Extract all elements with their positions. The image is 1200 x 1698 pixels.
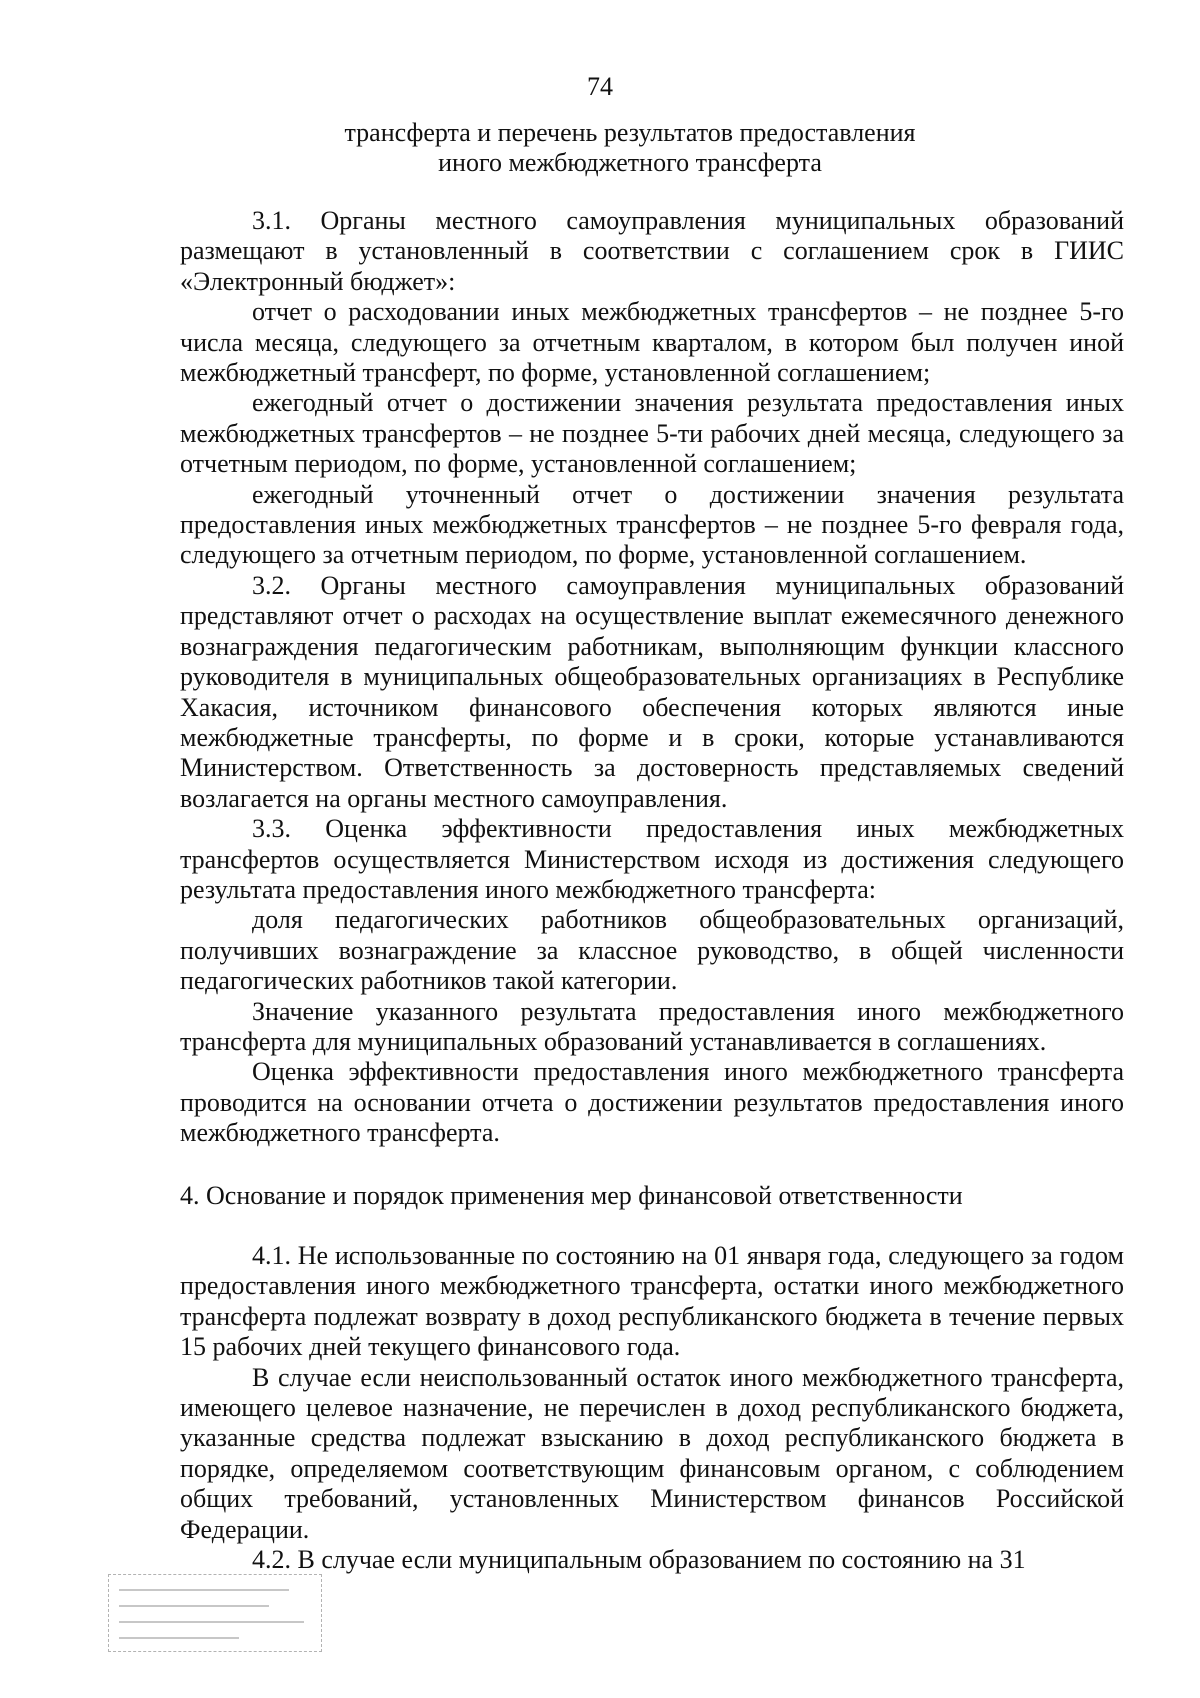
continued-heading [180,118,1080,178]
paragraph-3-2: 3.2. Органы местного самоуправления муниципальных образований представляют отчет о расходах на осуществление выплат ежемесячного денежного вознаграждения педагогическим работникам, выполняющим функции классного руководителя в муниципальных общеобразовательных организациях в Республике Хакасия, источником финансового обеспечения которых являются иные межбюджетные трансферты, по форме и в сроки, которые устанавливаются Министерством. Ответственность за достоверность представляемых сведений возлагается на органы местного самоуправления. [180,570,1124,813]
paragraph-3-3: 3.3. Оценка эффективности предоставления иных межбюджетных трансфертов осуществляется Министерством исходя из достижения следующего результата предоставления иного межбюджетного трансферта: [180,814,1124,904]
paragraph-result-value: Значение указанного результата предоставления иного межбюджетного трансферта для муниципальных образований устанавливается в соглашениях. [180,996,1124,1056]
paragraph-4-2: 4.2. В случае если муниципальным образованием по состоянию на 31 [252,1545,1026,1575]
page-number: 74 [587,72,613,101]
paragraph-unused-balance: В случае если неиспользованный остаток иного межбюджетного трансферта, имеющего целевое назначение, не перечислен в доход республиканского бюджета, указанные средства подлежат взысканию в доход республиканского бюджета в порядке, определяемом соответствующим финансовым органом, с соблюдением общих требований, установленных Министерством финансов Российской Федерации. [180,1362,1124,1544]
paragraph-3-1: 3.1. Органы местного самоуправления муниципальных образований размещают в установленный в соответствии с соглашением срок в ГИИС «Электронный бюджет»: [180,206,1124,296]
document-body [180,206,1124,1575]
paragraph-4-1: 4.1. Не использованные по состоянию на 01 января года, следующего за годом предоставления иного межбюджетного трансферта, остатки иного межбюджетного трансферта подлежат возврату в доход республиканского бюджета в течение первых 15 рабочих дней текущего финансового года. [180,1241,1124,1362]
paragraph-annual-updated-report: ежегодный уточненный отчет о достижении значения результата предоставления иных межбюджетных трансфертов – не позднее 5-го февраля года, следующего за отчетным периодом, по форме, установленной соглашением. [180,479,1124,570]
paragraph-annual-report: ежегодный отчет о достижении значения результата предоставления иных межбюджетных трансфертов – не позднее 5-ти рабочих дней месяца, следующего за отчетным периодом, по форме, установленной соглашением; [180,388,1124,479]
paragraph-result-indicator: доля педагогических работников общеобразовательных организаций, получивших вознаграждение за классное руководство, в общей численности педагогических работников такой категории. [180,905,1124,996]
paragraph-efficiency-assessment: Оценка эффективности предоставления иного межбюджетного трансферта проводится на основании отчета о достижении результатов предоставления иного межбюджетного трансферта. [180,1057,1124,1148]
paragraph-expense-report: отчет о расходовании иных межбюджетных трансфертов – не позднее 5-го числа месяца, следующего за отчетным кварталом, в котором был получен иной межбюджетный трансферт, по форме, установленной соглашением; [180,297,1124,388]
section-4-title: 4. Основание и порядок применения мер финансовой ответственности [180,1180,963,1210]
heading-line-2: иного межбюджетного трансферта [438,148,822,177]
faded-stamp [108,1574,322,1652]
heading-line-1: трансферта и перечень результатов предоставления [344,118,916,147]
